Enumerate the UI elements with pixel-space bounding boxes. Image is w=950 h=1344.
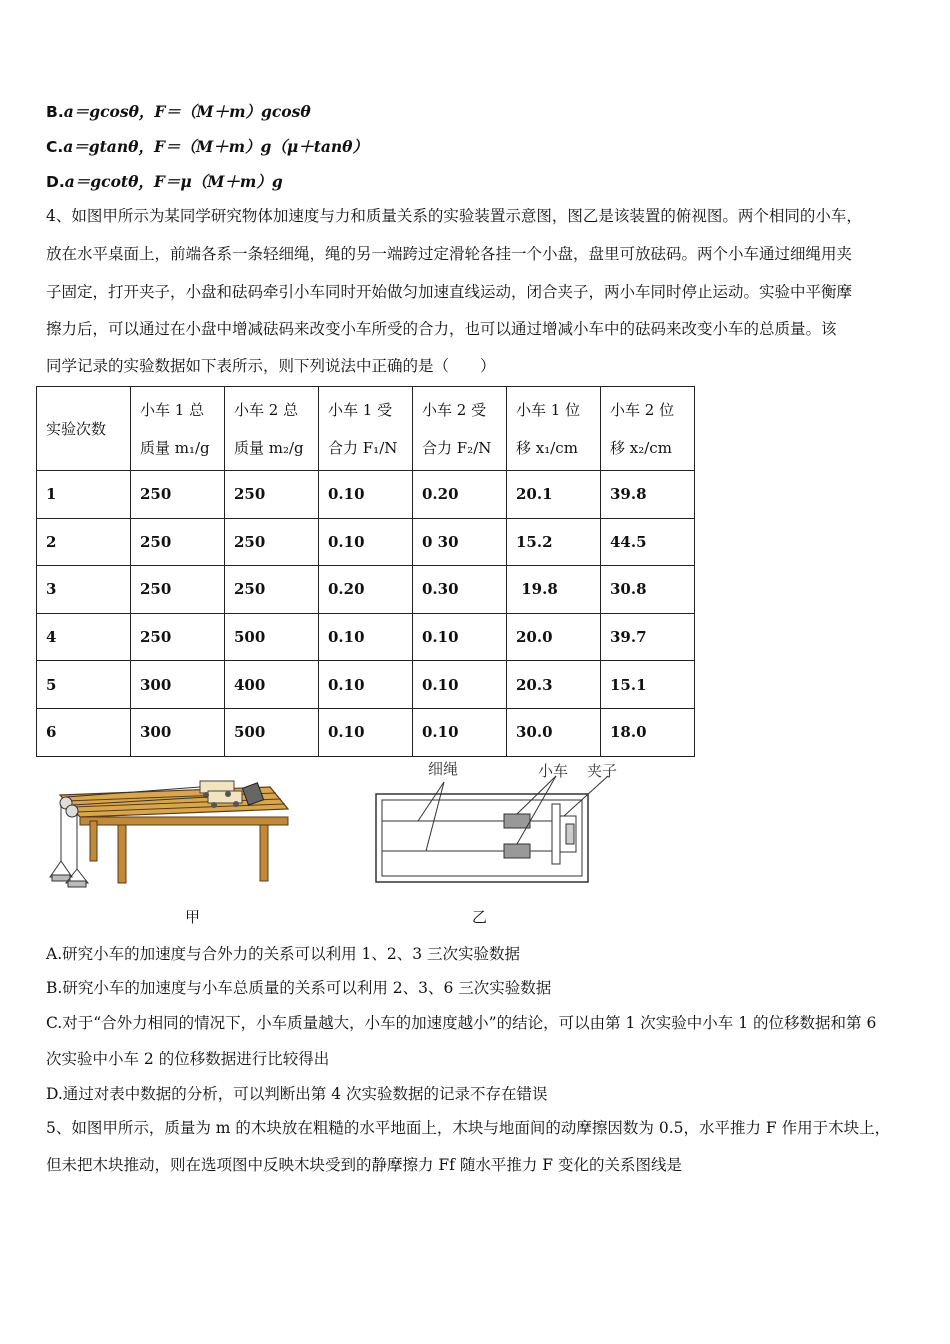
q4-line-2: 放在水平桌面上，前端各系一条轻细绳，绳的另一端跨过定滑轮各挂一个小盘，盘里可放砝码。两个小车通过细绳用夹: [46, 245, 853, 263]
table-cell: 250: [131, 518, 225, 566]
header-cell: 小车 2 总 质量 m₂/g: [225, 387, 319, 471]
experiment-data-table: [36, 386, 695, 757]
table-cell: 0.10: [319, 518, 413, 566]
table-row: [37, 708, 695, 756]
table-cell: 250: [225, 518, 319, 566]
option-letter: D.: [46, 173, 65, 191]
table-cell: 0.10: [413, 708, 507, 756]
q4-option-c: C.对于“合外力相同的情况下，小车质量越大，小车的加速度越小”的结论，可以由第 1 次实验中小车 1 的位移数据和第 6: [46, 1014, 877, 1032]
figure-caption-yi: 乙: [472, 908, 488, 926]
label-clip: 夹子: [587, 762, 618, 780]
table-cell: 0.10: [413, 661, 507, 709]
table-cell: 400: [225, 661, 319, 709]
q4-line-5: 同学记录的实验数据如下表所示，则下列说法中正确的是（ ）: [46, 357, 496, 375]
table-cell: 250: [225, 566, 319, 614]
q5-line-1: 5、如图甲所示，质量为 m 的木块放在粗糙的水平地面上，木块与地面间的动摩擦因数为 0.5，水平推力 F 作用于木块上，: [46, 1119, 891, 1137]
table-cell: 0 30: [413, 518, 507, 566]
table-cell: 20.1: [507, 471, 601, 519]
table-cell: 0.10: [319, 708, 413, 756]
table-cell: 0.10: [413, 613, 507, 661]
option-text: a＝gcosθ，F＝（M＋m）gcosθ: [63, 102, 311, 121]
table-row: [37, 661, 695, 709]
option-text: a＝gcotθ，F＝μ（M＋m）g: [64, 172, 283, 191]
header-cell: 实验次数: [37, 387, 131, 471]
table-cell: 0.10: [319, 471, 413, 519]
apparatus-figure-jia: [40, 765, 300, 895]
option-text: a＝gtanθ，F＝（M＋m）g（μ＋tanθ）: [63, 137, 369, 156]
option-letter: B.: [46, 103, 64, 121]
header-cell: 小车 1 位 移 x₁/cm: [507, 387, 601, 471]
table-row: [37, 566, 695, 614]
table-cell: 5: [37, 661, 131, 709]
table-cell: 250: [225, 471, 319, 519]
table-cell: 3: [37, 566, 131, 614]
table-cell: 18.0: [601, 708, 695, 756]
table-row: [37, 471, 695, 519]
label-cart: 小车: [538, 762, 569, 780]
option-c: [46, 137, 368, 157]
table-cell: 0.10: [319, 613, 413, 661]
table-cell: 30.0: [507, 708, 601, 756]
header-cell: 小车 2 位 移 x₂/cm: [601, 387, 695, 471]
table-cell: 300: [131, 661, 225, 709]
q5-line-2: 但未把木块推动，则在选项图中反映木块受到的静摩擦力 Ff 随水平推力 F 变化的关系图线是: [46, 1156, 682, 1174]
q4-option-d: D.通过对表中数据的分析，可以判断出第 4 次实验数据的记录不存在错误: [46, 1085, 548, 1103]
table-cell: 15.2: [507, 518, 601, 566]
label-rope: 细绳: [428, 760, 459, 778]
table-header-row: [37, 387, 695, 471]
table-cell: 0.20: [413, 471, 507, 519]
table-cell: 500: [225, 613, 319, 661]
table-cell: 300: [131, 708, 225, 756]
table-cell: 2: [37, 518, 131, 566]
table-cell: 30.8: [601, 566, 695, 614]
q4-line-1: 4、如图甲所示为某同学研究物体加速度与力和质量关系的实验装置示意图，图乙是该装置的俯视图。两个相同的小车，: [46, 207, 862, 225]
table-cell: 15.1: [601, 661, 695, 709]
table-cell: 20.0: [507, 613, 601, 661]
table-cell: 20.3: [507, 661, 601, 709]
table-cell: 250: [131, 471, 225, 519]
option-letter: C.: [46, 138, 64, 156]
table-row: [37, 518, 695, 566]
table-cell: 19.8: [507, 566, 601, 614]
table-cell: 500: [225, 708, 319, 756]
q4-option-a: A.研究小车的加速度与合外力的关系可以利用 1、2、3 三次实验数据: [46, 945, 521, 963]
q4-option-b: B.研究小车的加速度与小车总质量的关系可以利用 2、3、6 三次实验数据: [46, 979, 552, 997]
table-cell: 0.20: [319, 566, 413, 614]
table-cell: 0.10: [319, 661, 413, 709]
option-d: [46, 172, 283, 192]
table-cell: 4: [37, 613, 131, 661]
table-cell: 6: [37, 708, 131, 756]
table-cell: 1: [37, 471, 131, 519]
figure-caption-jia: 甲: [185, 908, 201, 926]
top-view-figure-yi: [370, 758, 618, 888]
table-cell: 250: [131, 613, 225, 661]
table-row: [37, 613, 695, 661]
header-cell: 小车 1 总 质量 m₁/g: [131, 387, 225, 471]
header-cell: 小车 1 受 合力 F₁/N: [319, 387, 413, 471]
q4-line-3: 子固定，打开夹子，小盘和砝码牵引小车同时开始做匀加速直线运动，闭合夹子，两小车同时停止运动。实验中平衡摩: [46, 283, 853, 301]
option-b: [46, 102, 311, 122]
table-cell: 0.30: [413, 566, 507, 614]
header-cell: 小车 2 受 合力 F₂/N: [413, 387, 507, 471]
table-cell: 39.8: [601, 471, 695, 519]
table-cell: 250: [131, 566, 225, 614]
table-cell: 39.7: [601, 613, 695, 661]
q4-line-4: 擦力后，可以通过在小盘中增减砝码来改变小车所受的合力，也可以通过增减小车中的砝码来改变小车的总质量。该: [46, 320, 837, 338]
q4-option-c-cont: 次实验中小车 2 的位移数据进行比较得出: [46, 1050, 330, 1068]
table-cell: 44.5: [601, 518, 695, 566]
